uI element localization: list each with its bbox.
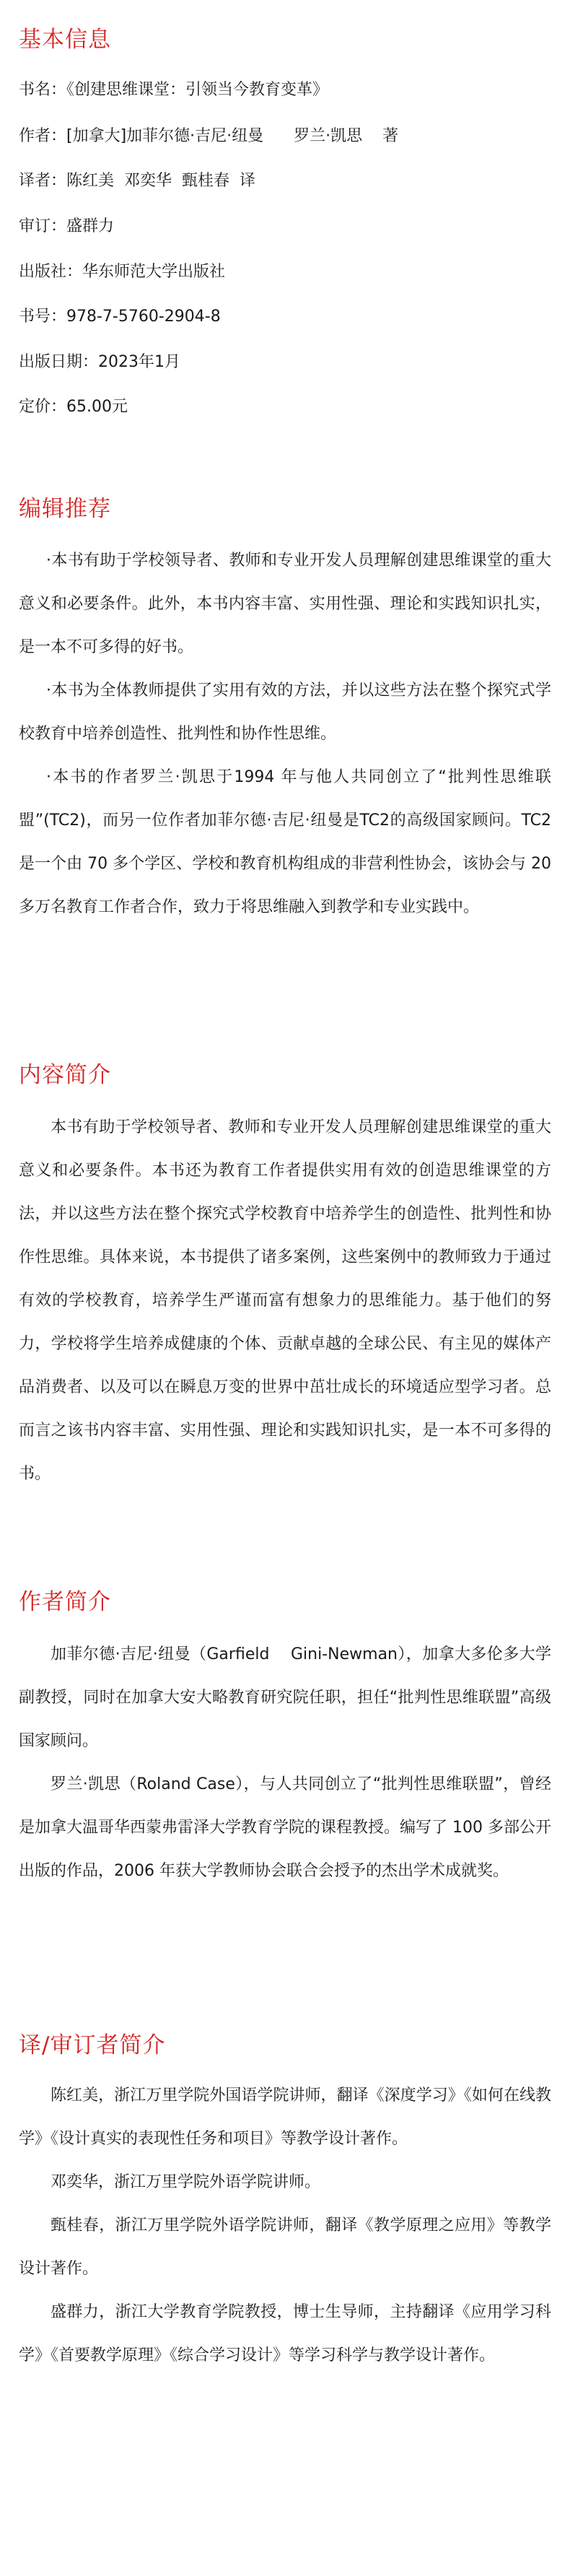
translator-intro-paragraph: 甄桂春，浙江万里学院外语学院讲师，翻译《教学原理之应用》等教学设计著作。 [19,2216,551,2278]
price-line: 定价：65.00元 [19,398,128,416]
editor-recommendation-paragraph: ·本书有助于学校领导者、教师和专业开发人员理解创建思维课堂的重大意义和必要条件。此外，本书内容丰富、实用性强、理论和实践知识扎实，是一本不可多得的好书。 [19,552,551,656]
publisher-line: 出版社：华东师范大学出版社 [19,263,226,281]
content-summary-paragraph: 本书有助于学校领导者、教师和专业开发人员理解创建思维课堂的重大意义和必要条件。本书还为教育工作者提供实用有效的创造思维课堂的方法，并以这些方法在整个探究式学校教育中培养学生的创造性、批判性和协作性思维。具体来说，本书提供了诸多案例，这些案例中的教师致力于通过有效的学校教育，培养学生严谨而富有想象力的思维能力。基于他们的努力，学校将学生培养成健康的个体、贡献卓越的全球公民、有主见的媒体产品消费者、以及可以在瞬息万变的世界中茁壮成长的环境适应型学习者。总而言之该书内容丰富、实用性强、理论和实践知识扎实，是一本不可多得的书。 [19,1118,551,1483]
editor-recommendation-paragraph: ·本书为全体教师提供了实用有效的方法，并以这些方法在整个探究式学校教育中培养创造性、批判性和协作性思维。 [19,682,551,743]
basic-info-heading: 基本信息 [19,27,111,53]
publish-date-line: 出版日期：2023年1月 [19,353,180,371]
author-intro-paragraph: 加菲尔德·吉尼·纽曼（Garfield Gini-Newman），加拿大多伦多大学副教授，同时在加拿大安大略教育研究院任职，担任“批判性思维联盟”高级国家顾问。 [19,1645,551,1750]
content-summary-body [19,1106,551,1496]
editor-recommendation-body [19,539,551,929]
translators-line: 译者：陈红美 邓奕华 甄桂春 译 [19,172,255,190]
author-intro-paragraph: 罗兰·凯思（Roland Case），与人共同创立了“批判性思维联盟”，曾经是加拿大温哥华西蒙弗雷泽大学教育学院的课程教授。编写了 100 多部公开出版的作品，2006 年获大学教师协会联合会授予的杰出学术成就奖。 [19,1775,551,1880]
editor-recommendation-paragraph: ·本书的作者罗兰·凯思于1994 年与他人共同创立了“批判性思维联盟”(TC2)，而另一位作者加菲尔德·吉尼·纽曼是TC2的高级国家顾问。TC2 是一个由 70 多个学区、学校和教育机构组成的非营利性协会，该协会与 20 多万名教育工作者合作，致力于将思维融入到教学和专业实践中。 [19,768,551,916]
editor-recommendation-heading: 编辑推荐 [19,496,111,522]
translator-intro-body [19,2074,551,2377]
translator-intro-paragraph: 邓奕华，浙江万里学院外语学院讲师。 [51,2173,321,2191]
isbn-line: 书号：978-7-5760-2904-8 [19,308,221,326]
author-intro-body [19,1633,551,1893]
book-title-line: 书名：《创建思维课堂：引领当今教育变革》 [19,81,329,99]
translator-intro-heading: 译/审订者简介 [19,2032,166,2058]
content-summary-heading: 内容简介 [19,1062,111,1088]
reviewer-line: 审订：盛群力 [19,217,115,235]
translator-intro-paragraph: 陈红美，浙江万里学院外国语学院讲师，翻译《深度学习》《如何在线教学》《设计真实的表现性任务和项目》等教学设计著作。 [19,2087,551,2148]
authors-line: 作者：[加拿大]加菲尔德·吉尼·纽曼 罗兰·凯思 著 [19,127,399,145]
author-intro-heading: 作者简介 [19,1589,111,1615]
translator-intro-paragraph: 盛群力，浙江大学教育学院教授，博士生导师，主持翻译《应用学习科学》《首要教学原理》《综合学习设计》等学习科学与教学设计著作。 [19,2303,551,2364]
